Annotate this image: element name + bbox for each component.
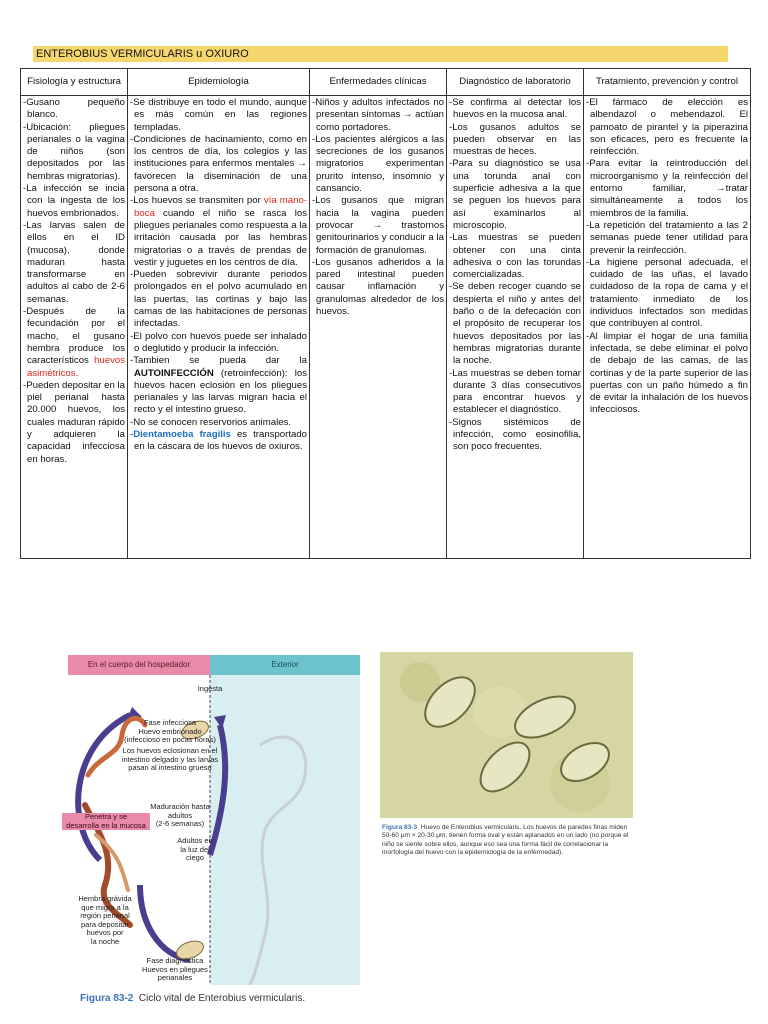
penetra-label: Penetra y se desarrolla en la mucosa (62, 813, 150, 830)
list-item: - Se deben recoger cuando se despierta el niño y antes del baño o de la defecación con el propósito de recuperar los huevos depositados por las hembras migratorias durante la noche. (449, 281, 581, 367)
list-item: - Dientamoeba fragilis es transportado en la cáscara de los huevos de oxiuros. (130, 429, 307, 454)
document-title: ENTEROBIUS VERMICULARIS u OXIURO (33, 46, 728, 62)
list-item (23, 306, 125, 380)
list-item: - Los gusanos adheridos a la pared intestinal pueden causar inflamación y granulomas alrededor de los huevos. (312, 257, 444, 318)
list-item: - La higiene personal adecuada, el cuidado de las uñas, el lavado cuidadoso de la ropa de cama y el tratamiento inmediato de los individuos infectados son medidas que contribuyen al control. (586, 257, 748, 331)
header-diagnostico: Diagnóstico de laboratorio (447, 69, 584, 96)
list-item: - El fármaco de elección es albendazol o mebendazol. El pamoato de pirantel y la piperazina son eficaces, pero es frecuente la reinfección. (586, 97, 748, 158)
enterobius-table (20, 68, 751, 559)
hembra-label: Hembra grávida que migra a la región perianal para depositar huevos por la noche (78, 894, 132, 946)
cell-tratamiento (584, 96, 751, 559)
exterior-label: Exterior (271, 660, 299, 669)
list-item: - Las larvas salen de ellos en el ID (mucosa), donde maduran hasta transformarse en adultos al cabo de 2-6 semanas. (23, 220, 125, 306)
list-item: - Condiciones de hacinamiento, como en los centros de día, los colegios y las instituciones para enfermos mentales → favorecen la diseminación de una persona a otra. (130, 134, 307, 195)
list-item: - Los gusanos que migran hacia la vagina pueden provocar → trastornos genitourinarios y conducir a la formación de granulomas. (312, 195, 444, 256)
list-item: - Al limpiar el hogar de una familia infectada, se debe eliminar el polvo de debajo de las camas, de las cortinas y de la parte superior de las puertas con un paño húmedo a fin de evitar la inhalación de los huevos infecciosos. (586, 331, 748, 417)
list-item: - Pueden depositar en la piel perianal hasta 20.000 huevos, los cuales maduran rápido y adquieren la capacidad infecciosa en horas. (23, 380, 125, 466)
list-item-text: Después de la fecundación por el macho, el gusano hembra produce los característicos (26, 306, 125, 367)
figure-83-3-caption: Figura 83-3 Huevo de Enterobius vermicularis. Los huevos de paredes finas miden 50-60 μm × 20-30 μm, tienen forma oval y están aplanados en un lado (no porque el niño se siente sobre ellos, aunque eso sea una forma fácil de correlacionar la morfología del huevo con la epidemiología de la enfermedad). (382, 824, 629, 857)
highlight-red: huevos asimétricos. (27, 355, 125, 379)
list-item: - No se conocen reservorios animales. (130, 417, 307, 429)
list-item: - Signos sistémicos de infección, como eosinofilia, son poco frecuentes. (449, 417, 581, 454)
eclosionan-label: Los huevos eclosionan en el intestino delgado y las larvas pasan al intestino grueso (121, 746, 219, 772)
list-item: - Las muestras se deben tomar durante 3 días consecutivos para encontrar huevos y establecer el diagnóstico. (449, 368, 581, 417)
list-item: - La infección se incia con la ingesta de los huevos embrionados. (23, 183, 125, 220)
list-item: - Tambien se pueda dar la AUTOINFECCIÓN (retroinfección): los huevos hacen eclosión en los pliegues perianales y las larvas migran hacia el recto y el intestino grueso. (130, 355, 307, 416)
header-fisiologia: Fisiología y estructura (21, 69, 128, 96)
list-item: - Se distribuye en todo el mundo, aunque es más común en las regiones templadas. (130, 97, 307, 134)
egg-photo (380, 652, 633, 818)
ingesta-label: Ingesta (197, 684, 223, 693)
list-item: - Ubicación: pliegues perianales o la vagina de niños (son depositados por las hembras migratorias). (23, 122, 125, 183)
egg-micrograph (380, 652, 633, 818)
life-cycle-figure (60, 655, 360, 985)
header-tratamiento: Tratamiento, prevención y control (584, 69, 751, 96)
list-item: - Los huevos se transmiten por vía mano-boca cuando el niño se rasca los pliegues perianales como respuesta a la irritación causada por las hembras migratorias o a través de prendas de vestir y juguetes en los centros de día. (130, 195, 307, 269)
cell-epidemiologia (128, 96, 310, 559)
cell-diagnostico (447, 96, 584, 559)
list-item: - Se confirma al detectar los huevos en la mucosa anal. (449, 97, 581, 122)
fase-infecciosa-label: Fase infecciosa Huevo embrionado (infeccioso en pocas horas) (124, 718, 216, 744)
cell-fisiologia (21, 96, 128, 559)
header-enfermedades: Enfermedades clínicas (310, 69, 447, 96)
list-item: - Gusano pequeño blanco. (23, 97, 125, 122)
list-item: - La repetición del tratamiento a las 2 semanas puede tener utilidad para prevenir la reinfección. (586, 220, 748, 257)
list-item: - Los pacientes alérgicos a las secreciones de los gusanos migratorios experimentan prurito intenso, insomnio y cansancio. (312, 134, 444, 195)
list-item: - Pueden sobrevivir durante periodos prolongados en el polvo acumulado en las puertas, las cortinas y bajo las camas de las habitaciones de personas infectadas. (130, 269, 307, 330)
figure-83-2-caption: Figura 83-2 Ciclo vital de Enterobius vermicularis. (80, 993, 306, 1004)
list-item: - El polvo con huevos puede ser inhalado o deglutido y producir la infección. (130, 331, 307, 356)
list-item: - Niños y adultos infectados no presentan síntomas → actúan como portadores. (312, 97, 444, 134)
highlight-bold: AUTOINFECCIÓN (134, 367, 214, 379)
fase-diagnostica-label: Fase diagnóstica Huevos en pliegues perianales (142, 956, 208, 982)
host-label: En el cuerpo del hospedador (87, 660, 191, 669)
list-item: - Para su diagnóstico se usa una torunda anal con superficie adhesiva a la que se peguen los huevos para así examinarlos al microscopio. (449, 158, 581, 232)
highlight-red: vía mano-boca (134, 195, 307, 219)
highlight-blue: Dientamoeba fragilis (133, 429, 231, 441)
list-item: - Para evitar la reintroducción del microorganismo y la reinfección del entorno familiar, →tratar simultáneamente a todos los miembros de la familia. (586, 158, 748, 219)
exterior-region (210, 675, 360, 985)
list-item: - Las muestras se pueden obtener con una cinta adhesiva o con las torundas comercializadas. (449, 232, 581, 281)
adultos-label: Adultos en la luz del ciego (177, 836, 213, 862)
list-item: - Los gusanos adultos se pueden observar en las muestras de heces. (449, 122, 581, 159)
header-epidemiologia: Epidemiología (128, 69, 310, 96)
cell-enfermedades (310, 96, 447, 559)
maduracion-label: Maduración hasta adultos (2-6 semanas) (150, 802, 210, 828)
